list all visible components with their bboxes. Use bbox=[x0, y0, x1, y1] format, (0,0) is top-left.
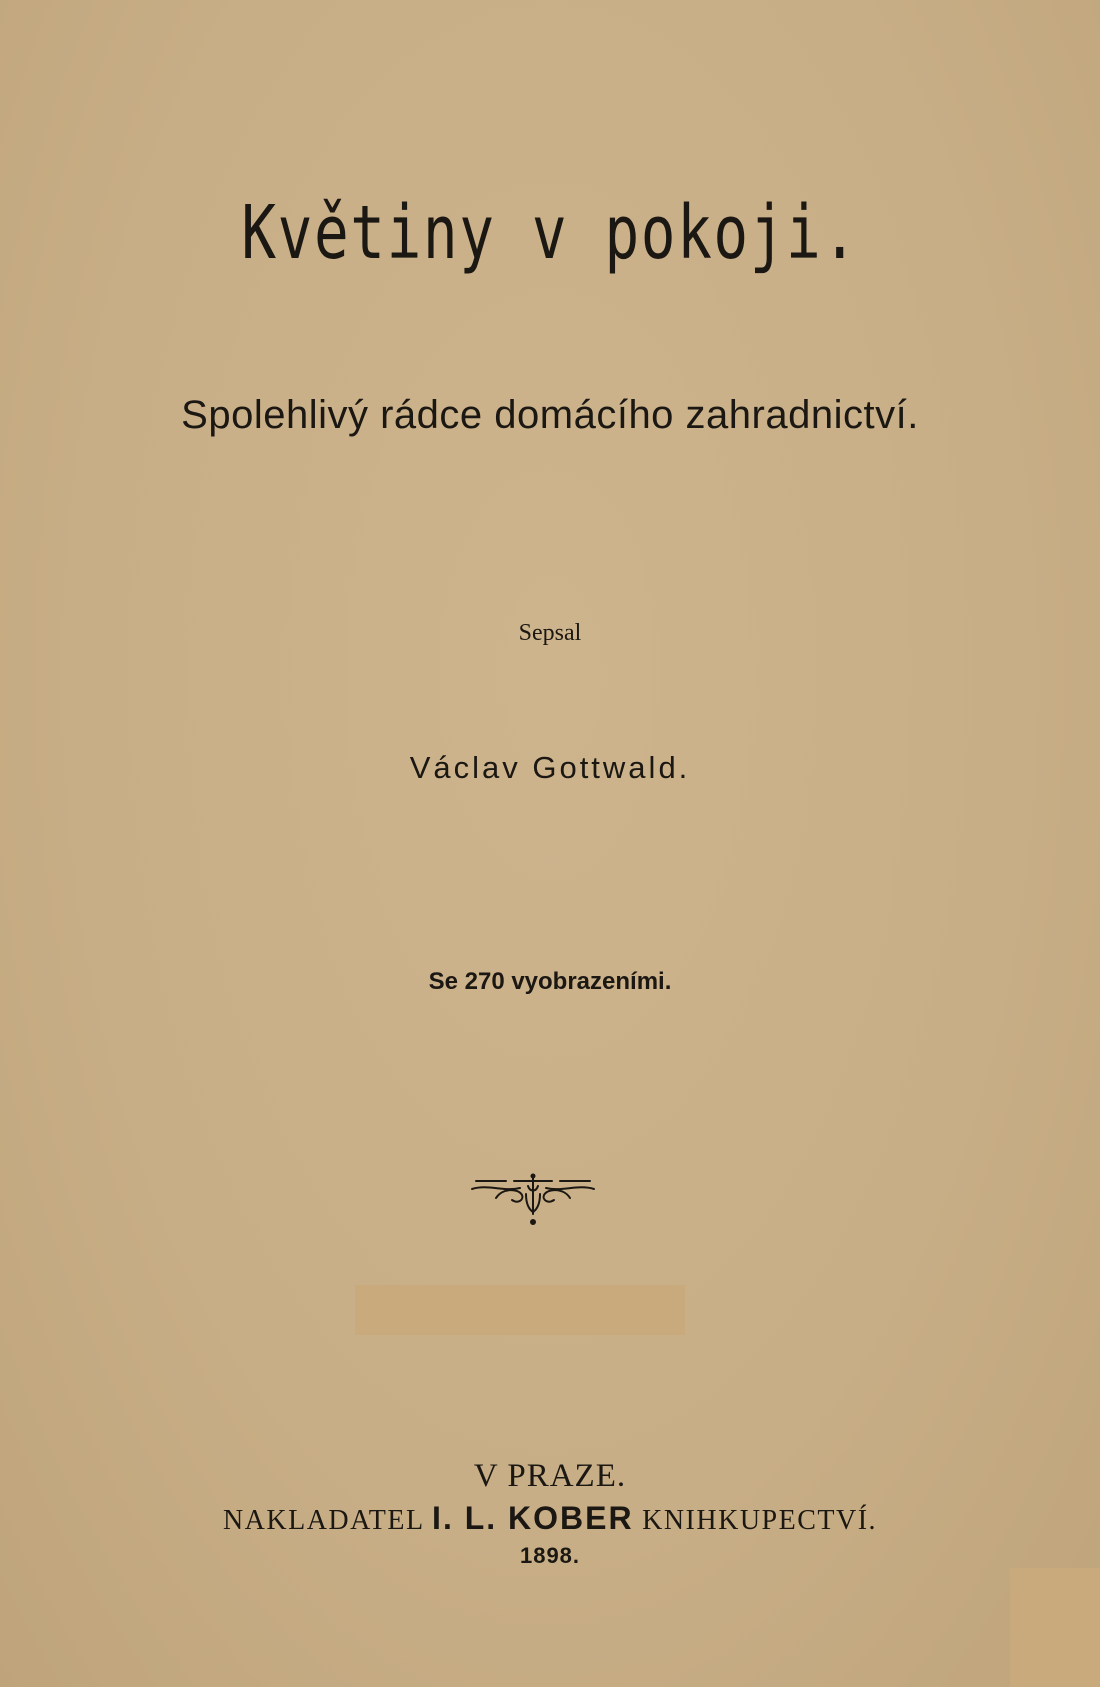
paper-blemish bbox=[355, 1285, 685, 1335]
publisher-prefix: NAKLADATEL bbox=[222, 1505, 424, 1536]
byline-label: Sepsal bbox=[518, 620, 582, 646]
flourish-ornament-icon bbox=[468, 1164, 598, 1230]
author-name: Václav Gottwald. bbox=[409, 750, 691, 785]
imprint-place: V PRAZE. bbox=[473, 1458, 627, 1494]
book-subtitle: Spolehlivý rádce domácího zahradnictví. bbox=[181, 393, 919, 437]
illustrations-note: Se 270 vyobrazeními. bbox=[428, 968, 672, 995]
paper-corner-patch bbox=[1010, 1568, 1100, 1687]
imprint-year: 1898. bbox=[519, 1543, 581, 1568]
publisher-name: I. L. KOBER bbox=[432, 1500, 634, 1536]
imprint-publisher bbox=[0, 1500, 1100, 1537]
book-title: Květiny v pokoji. bbox=[241, 190, 859, 276]
publisher-suffix: KNIHKUPECTVÍ. bbox=[642, 1505, 878, 1536]
